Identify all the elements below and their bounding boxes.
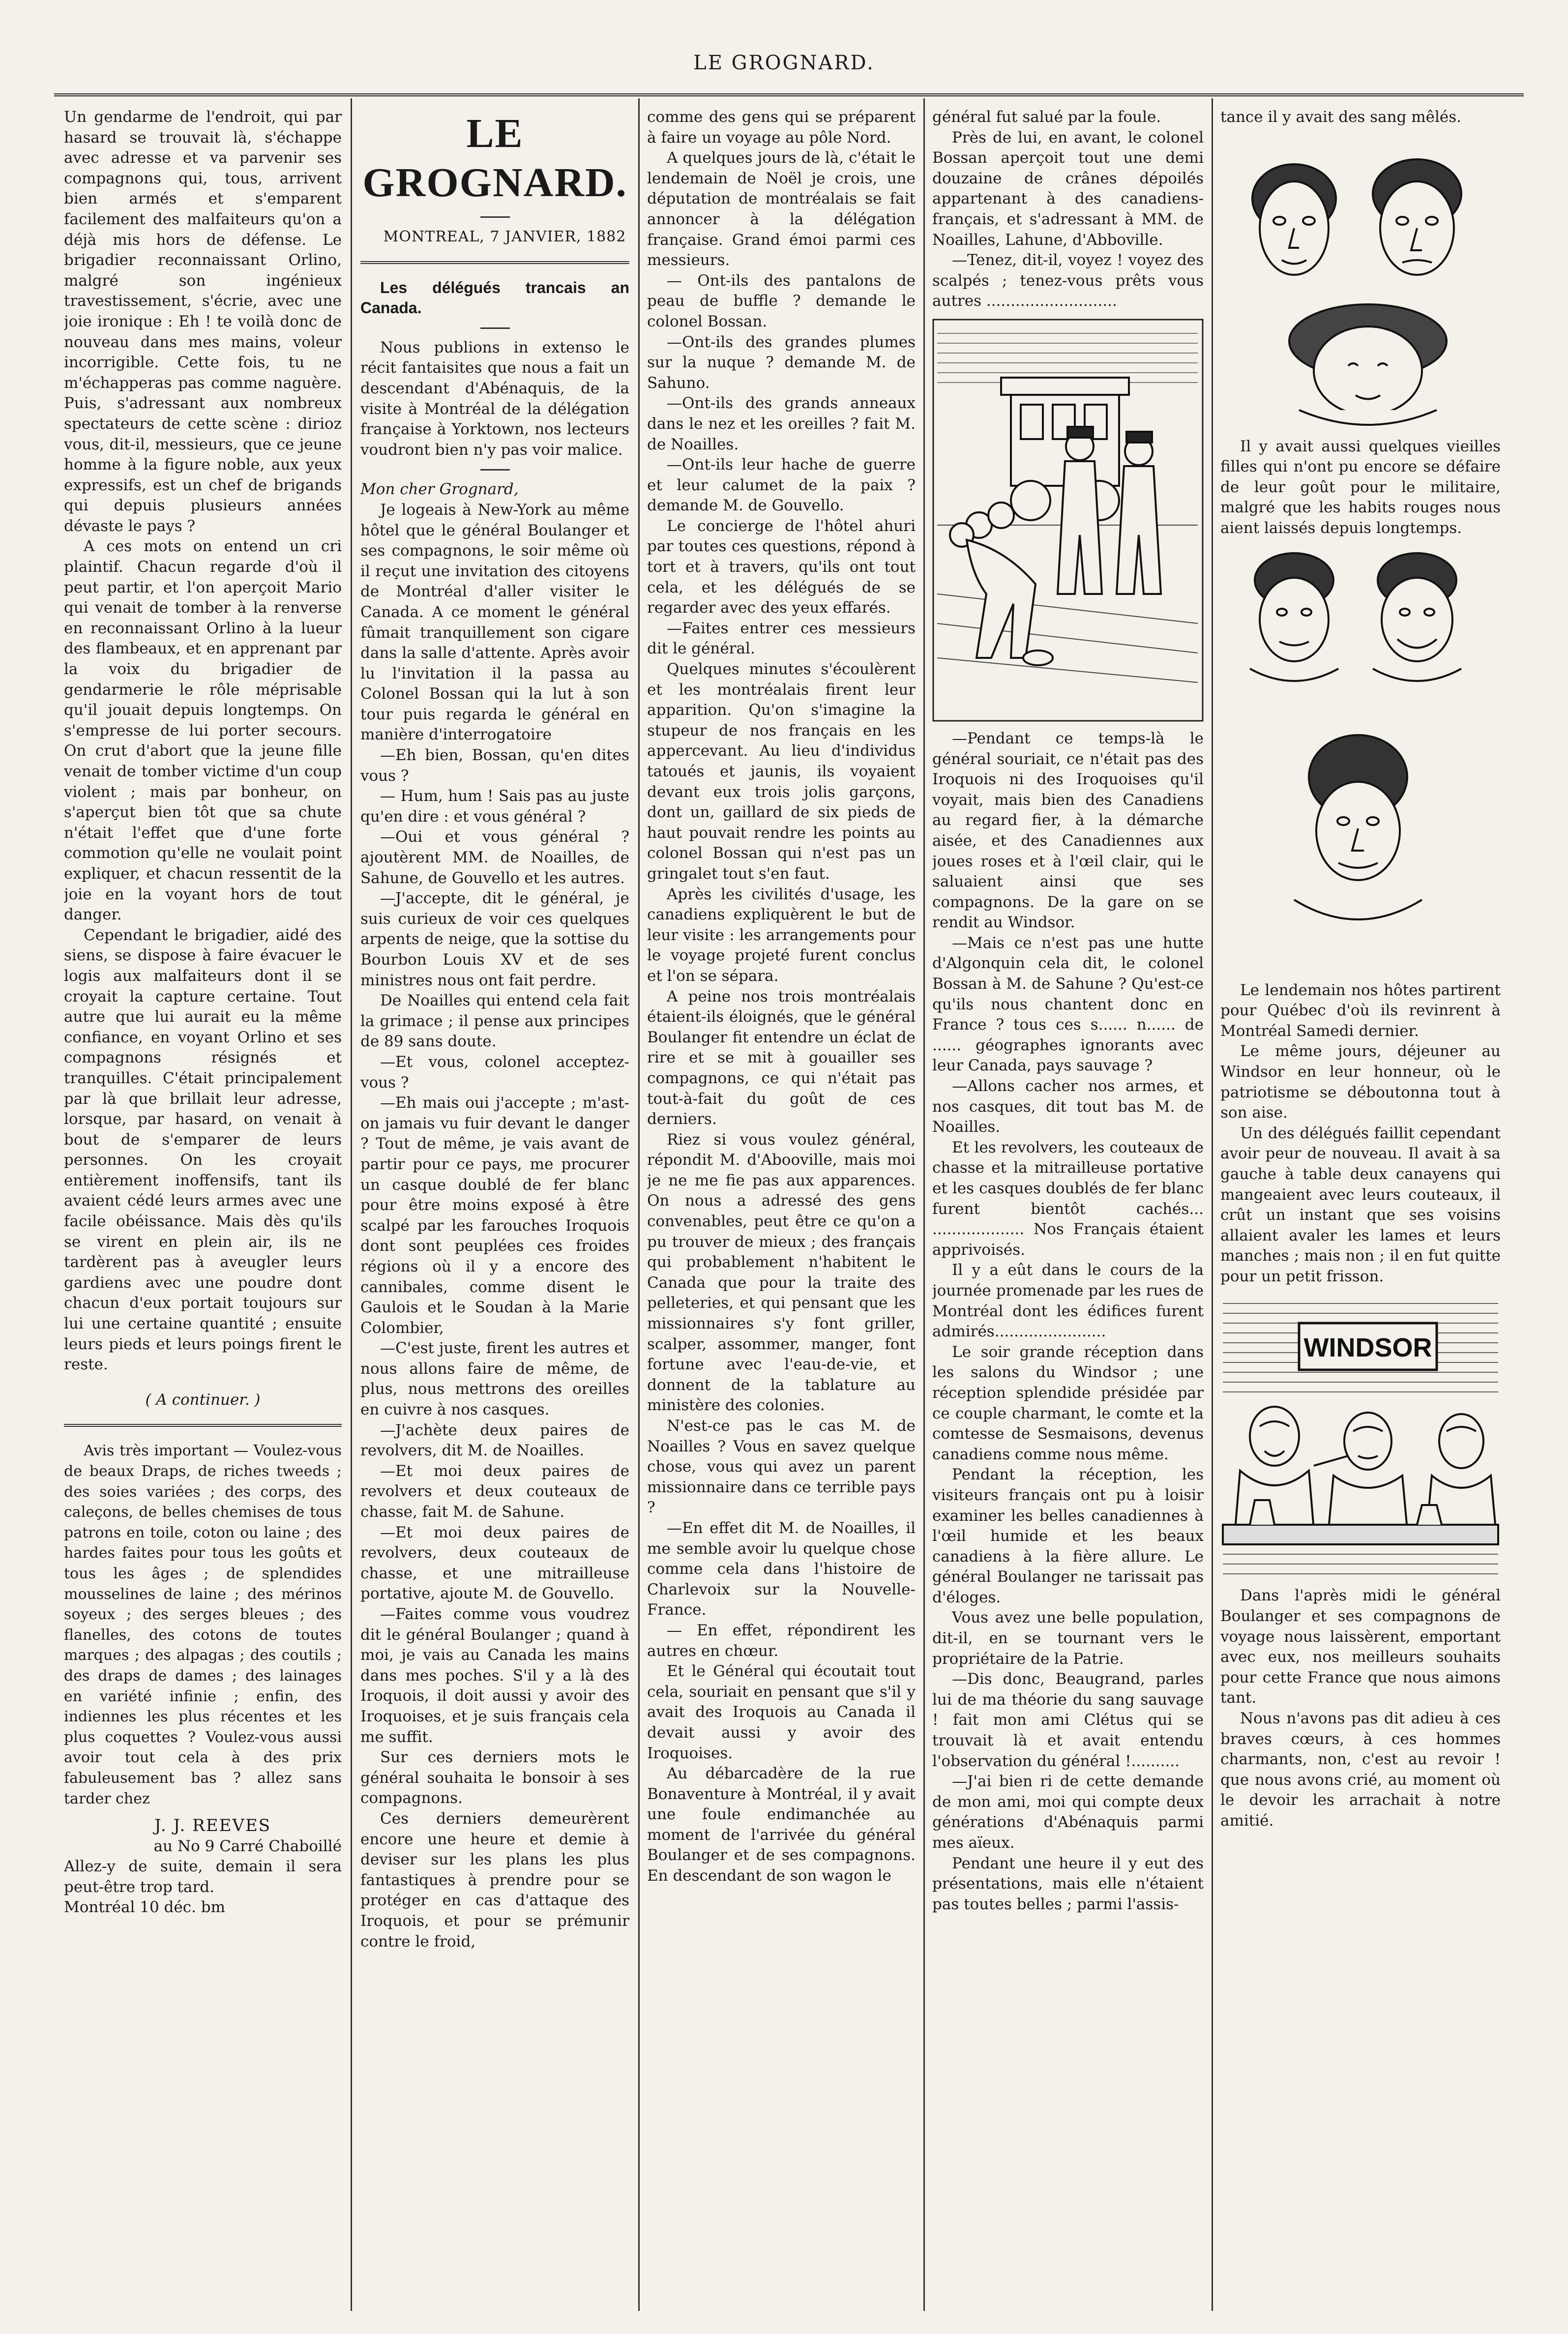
article-paragraph: —J'achète deux paires de revolvers, dit M. de Noailles. bbox=[360, 1421, 629, 1460]
dateline: MONTREAL, 7 JANVIER, 1882 bbox=[383, 228, 626, 245]
windsor-sign-text: WINDSOR bbox=[1303, 1333, 1432, 1363]
article-paragraph: —Ont-ils des grands anneaux dans le nez et les oreilles ? fait M. de Noailles. bbox=[647, 394, 916, 453]
article-paragraph: comme des gens qui se préparent à faire un voyage au pôle Nord. bbox=[647, 108, 916, 147]
article-paragraph: —Faites comme vous voudrez dit le général Boulanger ; quand à moi, je vais au Canada les mains dans mes poches. S'il y a là des Iroquois, il doit aussi y avoir des Iroquoises, et je suis français cela me suffit. bbox=[360, 1605, 629, 1746]
advertisement-date: Montréal 10 déc. bm bbox=[64, 1898, 226, 1917]
article-paragraph: —Faites entrer ces messieurs dit le général. bbox=[647, 619, 916, 658]
article-paragraph: Pendant la réception, les visiteurs français ont pu à loisir examiner les belles canadiennes à l'œil humide et les beaux canadiens à la fière allure. Le général Boulanger ne tarissait pas d'éloges. bbox=[932, 1466, 1204, 1606]
section-rule bbox=[64, 1424, 342, 1427]
column-rule bbox=[1212, 98, 1213, 2311]
top-rule bbox=[54, 93, 1524, 96]
column-5 bbox=[1220, 107, 1501, 2310]
article-paragraph: Il y a eût dans le cours de la journée promenade par les rues de Montréal dont les édifices furent admirés....................... bbox=[932, 1261, 1204, 1341]
article-paragraph: Il y avait aussi quelques vieilles filles qui n'ont pu encore se défaire de leur goût pour le militaire, malgré que les habits rouges nous aient laissés depuis longtemps. bbox=[1220, 437, 1501, 537]
article-paragraph: Et les revolvers, les couteaux de chasse et la mitrailleuse portative et les casques doublés de fer blanc furent bientôt cachés... ................... Nos Français étaient apprivoisés. bbox=[932, 1138, 1204, 1259]
column-2 bbox=[360, 107, 629, 2310]
article-paragraph: —J'accepte, dit le général, je suis curieux de voir ces quelques arpents de neige, que la sottise du Bourbon Louis XV et de ses ministres nous ont fait perdre. bbox=[360, 889, 629, 989]
advertisement-callout: Allez-y de suite, demain il sera peut-être trop tard. bbox=[64, 1858, 342, 1896]
article-paragraph: —Dis donc, Beaugrand, parles lui de ma théorie du sang sauvage ! fait mon ami Clétus qui se trouvait là et avait entendu l'observation du général !.......... bbox=[932, 1670, 1204, 1770]
article-paragraph: —Mais ce n'est pas une hutte d'Algonquin cela dit, le colonel Bossan à M. de Sahune ? Qu'est-ce qu'ils nous chantent donc en France ? tous ces s...... n...... de ...... géographes ignorants avec leur Canada, pays sauvage ? bbox=[932, 934, 1204, 1075]
article-paragraph: —Allons cacher nos armes, et nos casques, dit tout bas M. de Noailles. bbox=[932, 1077, 1204, 1136]
advertiser-name: J. J. REEVES bbox=[154, 1816, 271, 1836]
article-paragraph: Ces derniers demeurèrent encore une heure et demie à deviser sur les plans les plus fantastiques à prendre pour se protéger en cas d'attaque des Iroquois, et pour se prémunir contre le froid, bbox=[360, 1809, 629, 1950]
column-rule bbox=[638, 98, 640, 2311]
article-paragraph: Nous n'avons pas dit adieu à ces braves cœurs, à ces hommes charmants, non, c'est au revoir ! que nous avons crié, au moment où le devoir les arrachait à notre amitié. bbox=[1220, 1710, 1501, 1830]
column-1 bbox=[64, 107, 342, 2310]
article-paragraph: A peine nos trois montréalais étaient-ils éloignés, que le général Boulanger fit entendre un éclat de rire et se mit à gouailler ses compagnons, ce qui n'était pas tout-à-fait du goût de ces derniers. bbox=[647, 987, 916, 1128]
article-paragraph: Le soir grande réception dans les salons du Windsor ; une réception splendide présidée par ce couple charmant, le comte et la comtesse de Sesmaisons, devenus canadiens comme nous même. bbox=[932, 1343, 1204, 1463]
column-rule bbox=[351, 98, 352, 2311]
column-rule bbox=[923, 98, 925, 2311]
article-paragraph: Et le Général qui écoutait tout cela, souriait en pensant que s'il y avait des Iroquois au Canada il devait aussi y avoir des Iroquoises. bbox=[647, 1662, 916, 1762]
column-4 bbox=[932, 107, 1204, 2310]
article-paragraph: —C'est juste, firent les autres et nous allons faire de même, de plus, nous mettrons des oreilles en cuivre à nos casques. bbox=[360, 1339, 629, 1419]
masthead-rule bbox=[480, 216, 510, 218]
caricature-faces-illustration bbox=[1220, 135, 1501, 430]
article-paragraph: Je logeais à New-York au même hôtel que le général Boulanger et ses compagnons, le soir même où il reçut une invitation des citoyens de Montréal d'aller visiter le Canada. A ce moment le général fûmait tranquillement son cigare dans la salle d'attente. Après avoir lu l'invitation il la passa au Colonel Bossan qui la lut à son tour puis regarda le général en manière d'interrogatoire bbox=[360, 501, 629, 744]
article-paragraph: général fut salué par la foule. bbox=[932, 108, 1161, 126]
masthead-double-rule bbox=[360, 261, 629, 264]
article-paragraph: Pendant une heure il y eut des présentations, mais elle n'étaient pas toutes belles ; parmi l'assis- bbox=[932, 1854, 1204, 1913]
column-3 bbox=[647, 107, 916, 2310]
article-headline: Les délégués trancais an Canada. bbox=[360, 278, 629, 317]
article-paragraph: Après les civilités d'usage, les canadiens expliquèrent le but de leur visite : les arrangements pour le voyage projeté furent conclus et l'on se sépara. bbox=[647, 885, 916, 985]
article-paragraph: Dans l'après midi le général Boulanger et ses compagnons de voyage nous laissèrent, emportant avec eux, nos meilleurs souhaits pour cette France que nous aimons tant. bbox=[1220, 1587, 1501, 1707]
article-paragraph: N'est-ce pas le cas M. de Noailles ? Vous en savez quelque chose, vous qui avez un parent missionnaire dans ce terrible pays ? bbox=[647, 1417, 916, 1517]
article-paragraph: — Ont-ils des pantalons de peau de buffle ? demande le colonel Bossan. bbox=[647, 271, 916, 330]
serial-paragraph: Un gendarme de l'endroit, qui par hasard se trouvait là, s'échappe avec adresse et va parvenir ses compagnons qui, tous, arrivent bien armés et s'emparent facilement des malfaiteurs qu'on a déjà mis hors de défense. Le brigadier reconnaissant Orlino, malgré son ingénieux travestissement, s'écrie, avec une joie ironique : Eh ! te voilà donc de nouveau dans mes mains, voleur incorrigible. Cette fois, tu ne m'échapperas pas comme naguère. Puis, s'adressant aux nombreux spectateurs de cette scène : dirioz vous, dit-il, messieurs, que ce jeune homme à la figure noble, aux yeux expressifs, est un chef de brigands qui depuis plusieurs années dévaste le pays ? bbox=[64, 108, 342, 535]
article-paragraph: —J'ai bien ri de cette demande de mon ami, moi qui compte deux générations d'Abénaquis parmi mes aïeux. bbox=[932, 1773, 1204, 1852]
train-station-illustration bbox=[932, 319, 1204, 722]
serial-paragraph: Cependant le brigadier, aidé des siens, se dispose à faire évacuer le logis aux malfaiteurs dont il se croyait la capture certaine. Tout autre que lui aurait eu la même confiance, en voyant Orlino et ses compagnons résignés et tranquilles. C'était principalement par là que brillait leur adresse, lorsque, par hasard, on venait à bout de s'emparer de leurs personnes. On les croyait entièrement inoffensifs, tant ils avaient cédé leurs armes avec une facile obéissance. Mais dès qu'ils se virent en plein air, ils ne tardèrent pas à aveugler leurs gardiens avec une poudre dont chacun d'eux portait toujours sur lui une certaine quantité ; ensuite leurs pieds et leurs poings firent le reste. bbox=[64, 926, 342, 1374]
article-paragraph: —Oui et vous général ? ajoutèrent MM. de Noailles, de Sahune, de Gouvello et les autres. bbox=[360, 828, 629, 887]
article-paragraph: Sur ces derniers mots le général souhaita le bonsoir à ses compagnons. bbox=[360, 1748, 629, 1807]
article-paragraph: —En effet dit M. de Noailles, il me semble avoir lu quelque chose comme cela dans l'histoire de Charlevoix sur la Nouvelle-France. bbox=[647, 1519, 916, 1619]
article-paragraph: Un des délégués faillit cependant avoir peur de nouveau. Il avait à sa gauche à table deux canayens qui mangeaient avec leurs couteaux, il crût un instant que ses voisins allaient avaler les lames et leurs manches ; mais non ; il en fut quitte pour un petit frisson. bbox=[1220, 1124, 1501, 1285]
article-paragraph: —Pendant ce temps-là le général souriait, ce n'était pas des Iroquois ni des Iroquoises qu'il voyait, mais bien des Canadiens au regard fier, à la démarche aisée, et des Canadiennes aux joues roses et à l'œil clair, qui le saluaient ainsi que ses compagnons. De la gare on se rendit au Windsor. bbox=[932, 729, 1204, 932]
article-paragraph: — En effet, répondirent les autres en chœur. bbox=[647, 1621, 916, 1660]
article-paragraph: Près de lui, en avant, le colonel Bossan aperçoit tout une demi douzaine de crânes dépoilés appartenant à des canadiens-français, et s'adressant à MM. de Noailles, Lahune, d'Abboville. bbox=[932, 128, 1204, 249]
article-paragraph: Vous avez une belle population, dit-il, en se tournant vers le propriétaire de la Patrie. bbox=[932, 1609, 1204, 1668]
old-maids-illustration bbox=[1220, 546, 1501, 974]
advertisement-text: Avis très important — Voulez-vous de beaux Draps, de riches tweeds ; des soies variées ; des corps, des caleçons, de belles chemises de tous patrons en toile, coton ou laine ; des hardes faites pour tous les goûts et tous les âges ; de splendides mousselines de laine ; des mérinos soyeux ; des serges bleues ; des flanelles, des cotons de toutes marques ; des alpagas ; des coutils ; des draps de dames ; des lainages en variété infinie ; enfin, des indiennes les plus récentes et les plus coquettes ? Voulez-vous aussi avoir tout cela à des prix fabuleusement bas ? allez sans tarder chez bbox=[64, 1442, 342, 1807]
article-paragraph: —Et moi deux paires de revolvers et deux couteaux de chasse, fait M. de Sahune. bbox=[360, 1462, 629, 1521]
article-paragraph: —Et moi deux paires de revolvers, deux couteaux de chasse, et une mitrailleuse portative, ajoute M. de Gouvello. bbox=[360, 1523, 629, 1603]
article-paragraph: Le même jours, déjeuner au Windsor en leur honneur, où le patriotisme se déboutonna tout à son aise. bbox=[1220, 1042, 1501, 1122]
article-paragraph: —Ont-ils des grandes plumes sur la nuque ? demande M. de Sahuno. bbox=[647, 333, 916, 392]
article-paragraph: Le lendemain nos hôtes partirent pour Québec d'où ils revinrent à Montréal Samedi dernier. bbox=[1220, 981, 1501, 1040]
serial-paragraph: A ces mots on entend un cri plaintif. Chacun regarde d'où il peut partir, et l'on aperçoit Mario qui venait de tomber à la renverse en reconnaissant Orlino à la lueur des flambeaux, et en apprenant par la voix du brigadier de gendarmerie le rôle méprisable qu'il jouait depuis longtemps. On s'empresse de lui porter secours. On crut d'abort que la jeune fille venait de tomber victime d'un coup violent ; mais par bonheur, on s'aperçut bien tôt que sa chute n'était l'effet que d'une forte commotion qu'elle ne voulait point expliquer, et chacun ressentit de la joie en la voyant hors de tout danger. bbox=[64, 537, 342, 924]
windsor-dinner-illustration bbox=[1220, 1294, 1501, 1579]
article-paragraph: —Eh mais oui j'accepte ; m'ast-on jamais vu fuir devant le danger ? Tout de même, je vais avant de partir pour ce pays, me procurer un casque doublé de fer blanc pour être moins exposé à être scalpé par les farouches Iroquois dont sont peuplées ces froides régions où il y a encore des cannibales, comme disent le Gaulois et le Soudan à la Marie Colombier, bbox=[360, 1094, 629, 1337]
letter-salutation: Mon cher Grognard, bbox=[360, 480, 519, 499]
masthead-title: LE GROGNARD. bbox=[362, 111, 627, 206]
article-paragraph: — Hum, hum ! Sais pas au juste qu'en dire : et vous général ? bbox=[360, 787, 629, 826]
intro-rule bbox=[480, 469, 510, 471]
headline-rule bbox=[480, 327, 510, 329]
article-intro: Nous publions in extenso le récit fantaisites que nous a fait un descendant d'Abénaquis, de la visite à Montréal de la délégation française à Yorktown, nos lecteurs voudront bien n'y pas voir malice. bbox=[360, 338, 629, 459]
article-paragraph: Quelques minutes s'écoulèrent et les montréalais firent leur apparition. Qu'on s'imagine la stupeur de nos français en les appercevant. Au lieu d'individus tatoués et jaunis, ils voyaient devant eux trois jolis garçons, dont un, gaillard de six pieds de haut pouvait rendre les points au colonel Bossan qui n'est pas un gringalet tout s'en faut. bbox=[647, 660, 916, 883]
article-paragraph: De Noailles qui entend cela fait la grimace ; il pense aux principes de 89 sans doute. bbox=[360, 992, 629, 1051]
article-paragraph: —Et vous, colonel acceptez-vous ? bbox=[360, 1053, 629, 1092]
to-continue: ( A continuer. ) bbox=[145, 1390, 261, 1409]
article-paragraph: —Tenez, dit-il, voyez ! voyez des scalpés ; tenez-vous prêts vous autres ........................... bbox=[932, 251, 1204, 310]
article-paragraph: A quelques jours de là, c'était le lendemain de Noël je crois, une députation de montréalais se fait annoncer à la délégation française. Grand émoi parmi ces messieurs. bbox=[647, 149, 916, 269]
running-head: LE GROGNARD. bbox=[693, 52, 875, 74]
article-paragraph: Le concierge de l'hôtel ahuri par toutes ces questions, répond à tort et à travers, qu'ils ont tout cela, et les délégués de se regarder avec des yeux effarés. bbox=[647, 517, 916, 617]
article-paragraph: —Eh bien, Bossan, qu'en dites vous ? bbox=[360, 746, 629, 785]
article-paragraph: Riez si vous voulez général, répondit M. d'Abooville, mais moi je ne me fie pas aux apparences. On nous a adressé des gens convenables, peut être ce qu'on a pu trouver de mieux ; des français qui probablement n'habitent le Canada que pour la traite des pelleteries, et qui pensant que les missionnaires s'y font griller, scalper, assommer, manger, font fortune avec l'eau-de-vie, et donnent de la tablature au ministère des colonies. bbox=[647, 1130, 916, 1415]
article-paragraph: —Ont-ils leur hache de guerre et leur calumet de la paix ? demande M. de Gouvello. bbox=[647, 456, 916, 515]
advertiser-address: au No 9 Carré Chaboillé bbox=[153, 1837, 342, 1855]
article-paragraph: Au débarcadère de la rue Bonaventure à Montréal, il y avait une foule endimanchée au moment de l'arrivée du général Boulanger et de ses compagnons. En descendant de son wagon le bbox=[647, 1765, 916, 1885]
article-paragraph: tance il y avait des sang mêlés. bbox=[1220, 108, 1461, 126]
